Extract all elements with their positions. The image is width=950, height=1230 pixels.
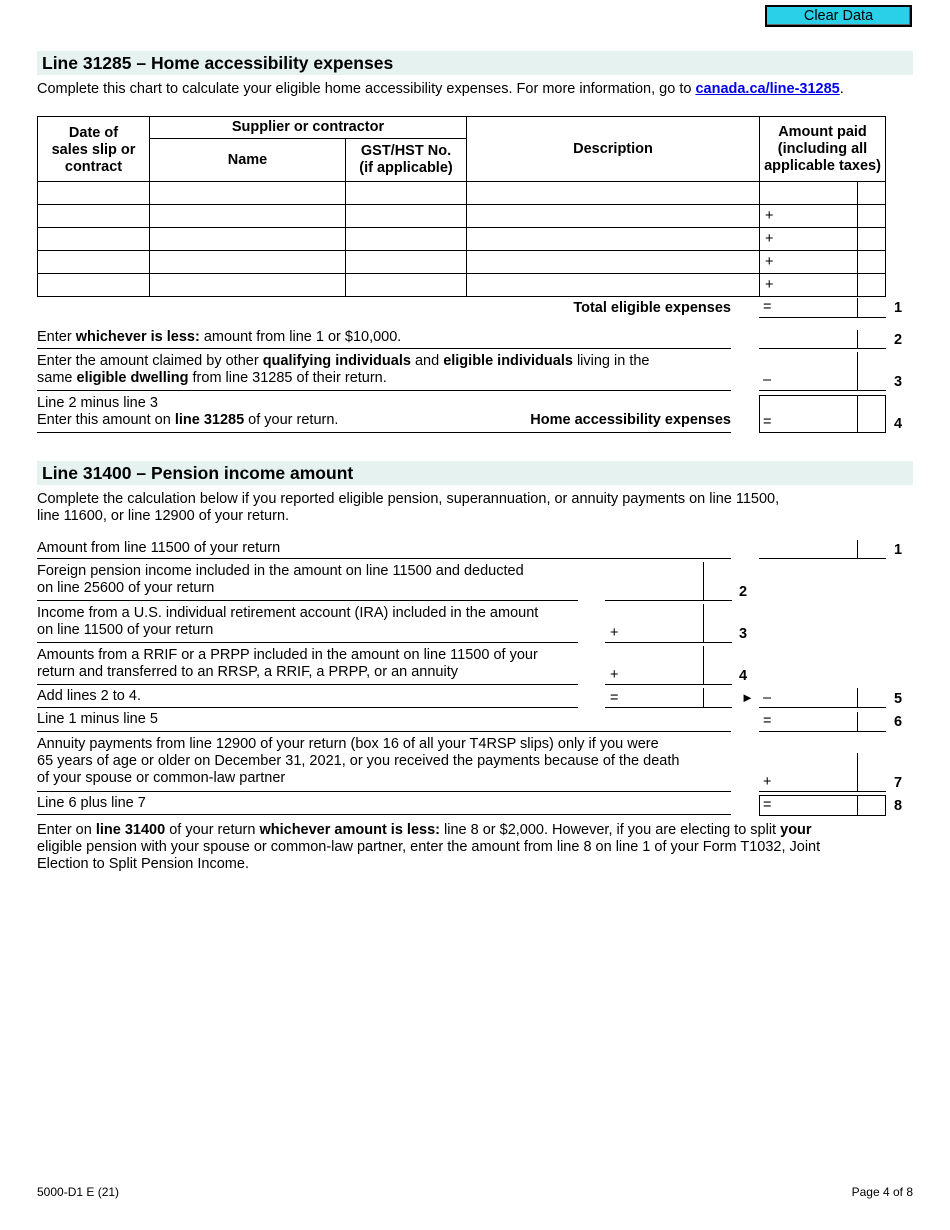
s2-line-1-amount-field[interactable]: [760, 540, 885, 558]
s1-line-1-amount-field[interactable]: [760, 298, 885, 317]
s2-closing-text: Enter on line 31400 of your return whichever amount is less: line 8 or $2,000. However, if you are electing to split your eligible pension with your spouse or common-law partner, enter the amount from line 8 on line 1 of your Form T1032, Joint Election to Split Pension Income.: [37, 822, 821, 872]
arrow-right-icon: ►: [741, 690, 754, 705]
col-header-gst: GST/HST No. (if applicable): [346, 139, 467, 182]
col-header-amount: Amount paid (including all applicable taxes): [760, 117, 886, 182]
s1-line-2-number: 2: [894, 332, 903, 348]
table-row: [38, 182, 886, 205]
total-sign: =: [763, 299, 772, 315]
s1-line-2-text: Enter whichever is less: amount from line 1 or $10,000.: [37, 329, 402, 345]
cell-name[interactable]: [150, 205, 346, 228]
s2-line-8-number: 8: [894, 798, 903, 814]
cell-gst[interactable]: [346, 228, 467, 251]
s2-line-7-number: 7: [894, 775, 903, 791]
s1-line-2-amount-field[interactable]: [760, 330, 885, 348]
s1-line-3-number: 3: [894, 374, 903, 390]
cell-description[interactable]: [467, 182, 760, 205]
s2-line-6-amount-field[interactable]: [760, 712, 885, 731]
s2-line-8-amount-field[interactable]: [759, 795, 886, 816]
cell-amount[interactable]: +: [760, 274, 858, 297]
s1-line-4-sign: =: [763, 414, 772, 430]
expenses-table: [37, 116, 886, 297]
total-eligible-expenses-label: Total eligible expenses: [573, 300, 731, 316]
s2-line-7-text: Annuity payments from line 12900 of your return (box 16 of all your T4RSP slips) only if you were 65 years of age or older on December 31, 2021, or you received the payments because of the death of your spouse or common-law partner: [37, 736, 680, 786]
s2-line-3-sign: +: [610, 625, 619, 641]
cell-gst[interactable]: [346, 205, 467, 228]
s2-line-7-sign: +: [763, 774, 772, 790]
cell-cents[interactable]: [858, 251, 886, 274]
section-title-home-accessibility: Line 31285 – Home accessibility expenses: [37, 51, 913, 75]
s1-line-3-amount-field[interactable]: [760, 352, 885, 390]
s2-line-4-number: 4: [739, 668, 748, 684]
clear-data-button[interactable]: Clear Data: [765, 5, 912, 27]
s2-line-5-text: Add lines 2 to 4.: [37, 688, 141, 704]
page-number: Page 4 of 8: [851, 1185, 913, 1199]
cell-amount[interactable]: +: [760, 228, 858, 251]
col-header-date: Date of sales slip or contract: [38, 117, 150, 182]
s1-line-3-text: Enter the amount claimed by other qualifying individuals and eligible individuals living in the same eligible dwelling from line 31285 of their return.: [37, 353, 650, 386]
cell-name[interactable]: [150, 274, 346, 297]
table-row: [38, 205, 886, 228]
s2-line-5-equals: =: [610, 690, 619, 706]
section2-intro: Complete the calculation below if you reported eligible pension, superannuation, or annuity payments on line 11500, line 11600, or line 12900 of your return.: [37, 491, 780, 524]
s1-line-1-number: 1: [894, 300, 903, 316]
s2-line-5-minus: –: [763, 690, 772, 706]
s2-line-6-text: Line 1 minus line 5: [37, 711, 158, 727]
cell-amount[interactable]: +: [760, 251, 858, 274]
s2-line-2-number: 2: [739, 584, 748, 600]
col-header-name: Name: [150, 139, 346, 182]
s2-line-5-number: 5: [894, 691, 903, 707]
link-line-31285[interactable]: canada.ca/line-31285: [695, 81, 840, 97]
cell-description[interactable]: [467, 205, 760, 228]
cell-cents[interactable]: [858, 274, 886, 297]
s2-line-4-sign: +: [610, 667, 619, 683]
col-header-supplier: Supplier or contractor: [150, 117, 467, 139]
cell-cents[interactable]: [858, 205, 886, 228]
cell-description[interactable]: [467, 274, 760, 297]
s2-line-8-text: Line 6 plus line 7: [37, 795, 146, 811]
s2-line-2-amount-field[interactable]: [606, 562, 731, 600]
cell-name[interactable]: [150, 182, 346, 205]
cell-amount[interactable]: +: [760, 205, 858, 228]
s2-line-4-text: Amounts from a RRIF or a PRPP included in the amount on line 11500 of your return and transferred to an RRSP, a RRIF, a PRPP, or an annuity: [37, 647, 538, 680]
intro-end: .: [839, 81, 844, 97]
s2-line-6-number: 6: [894, 714, 903, 730]
cell-cents[interactable]: [858, 182, 886, 205]
home-accessibility-expenses-label: Home accessibility expenses: [530, 412, 731, 428]
s2-line-3-amount-field[interactable]: [606, 604, 731, 642]
cell-cents[interactable]: [858, 228, 886, 251]
cell-amount[interactable]: [760, 182, 858, 205]
cell-gst[interactable]: [346, 274, 467, 297]
table-row: [38, 251, 886, 274]
form-id: 5000-D1 E (21): [37, 1185, 120, 1199]
s2-line-6-sign: =: [763, 713, 772, 729]
s1-line-3-sign: –: [763, 372, 772, 388]
s1-line-4-amount-field[interactable]: [759, 395, 886, 433]
cell-name[interactable]: [150, 251, 346, 274]
s2-line-4-amount-field[interactable]: [606, 646, 731, 684]
s2-line-8-sign: =: [763, 797, 772, 813]
cell-gst[interactable]: [346, 182, 467, 205]
s2-line-5-amount-field[interactable]: [760, 688, 885, 707]
s2-line-3-text: Income from a U.S. individual retirement account (IRA) included in the amount on line 11500 of your return: [37, 605, 539, 638]
s2-line-1-text: Amount from line 11500 of your return: [37, 540, 281, 556]
cell-description[interactable]: [467, 251, 760, 274]
s2-line-7-amount-field[interactable]: [760, 753, 885, 791]
cell-date[interactable]: [38, 228, 150, 251]
cell-description[interactable]: [467, 228, 760, 251]
cell-date[interactable]: [38, 182, 150, 205]
cell-date[interactable]: [38, 274, 150, 297]
s1-line-4-number: 4: [894, 416, 903, 432]
s2-line-1-number: 1: [894, 542, 903, 558]
cell-date[interactable]: [38, 205, 150, 228]
s2-line-2-text: Foreign pension income included in the amount on line 11500 and deducted on line 25600 of your return: [37, 563, 524, 596]
col-header-description: Description: [467, 117, 760, 182]
intro-text: Complete this chart to calculate your eligible home accessibility expenses. For more information, go to: [37, 81, 696, 97]
section1-intro: [37, 81, 917, 98]
section-title-pension-income: Line 31400 – Pension income amount: [37, 461, 913, 485]
cell-date[interactable]: [38, 251, 150, 274]
table-row: [38, 274, 886, 297]
cell-name[interactable]: [150, 228, 346, 251]
s2-line-5-subtotal-field[interactable]: [606, 688, 731, 707]
table-row: [38, 228, 886, 251]
s2-line-3-number: 3: [739, 626, 748, 642]
s1-line-4-text: Line 2 minus line 3 Enter this amount on line 31285 of your return.: [37, 395, 339, 428]
cell-gst[interactable]: [346, 251, 467, 274]
